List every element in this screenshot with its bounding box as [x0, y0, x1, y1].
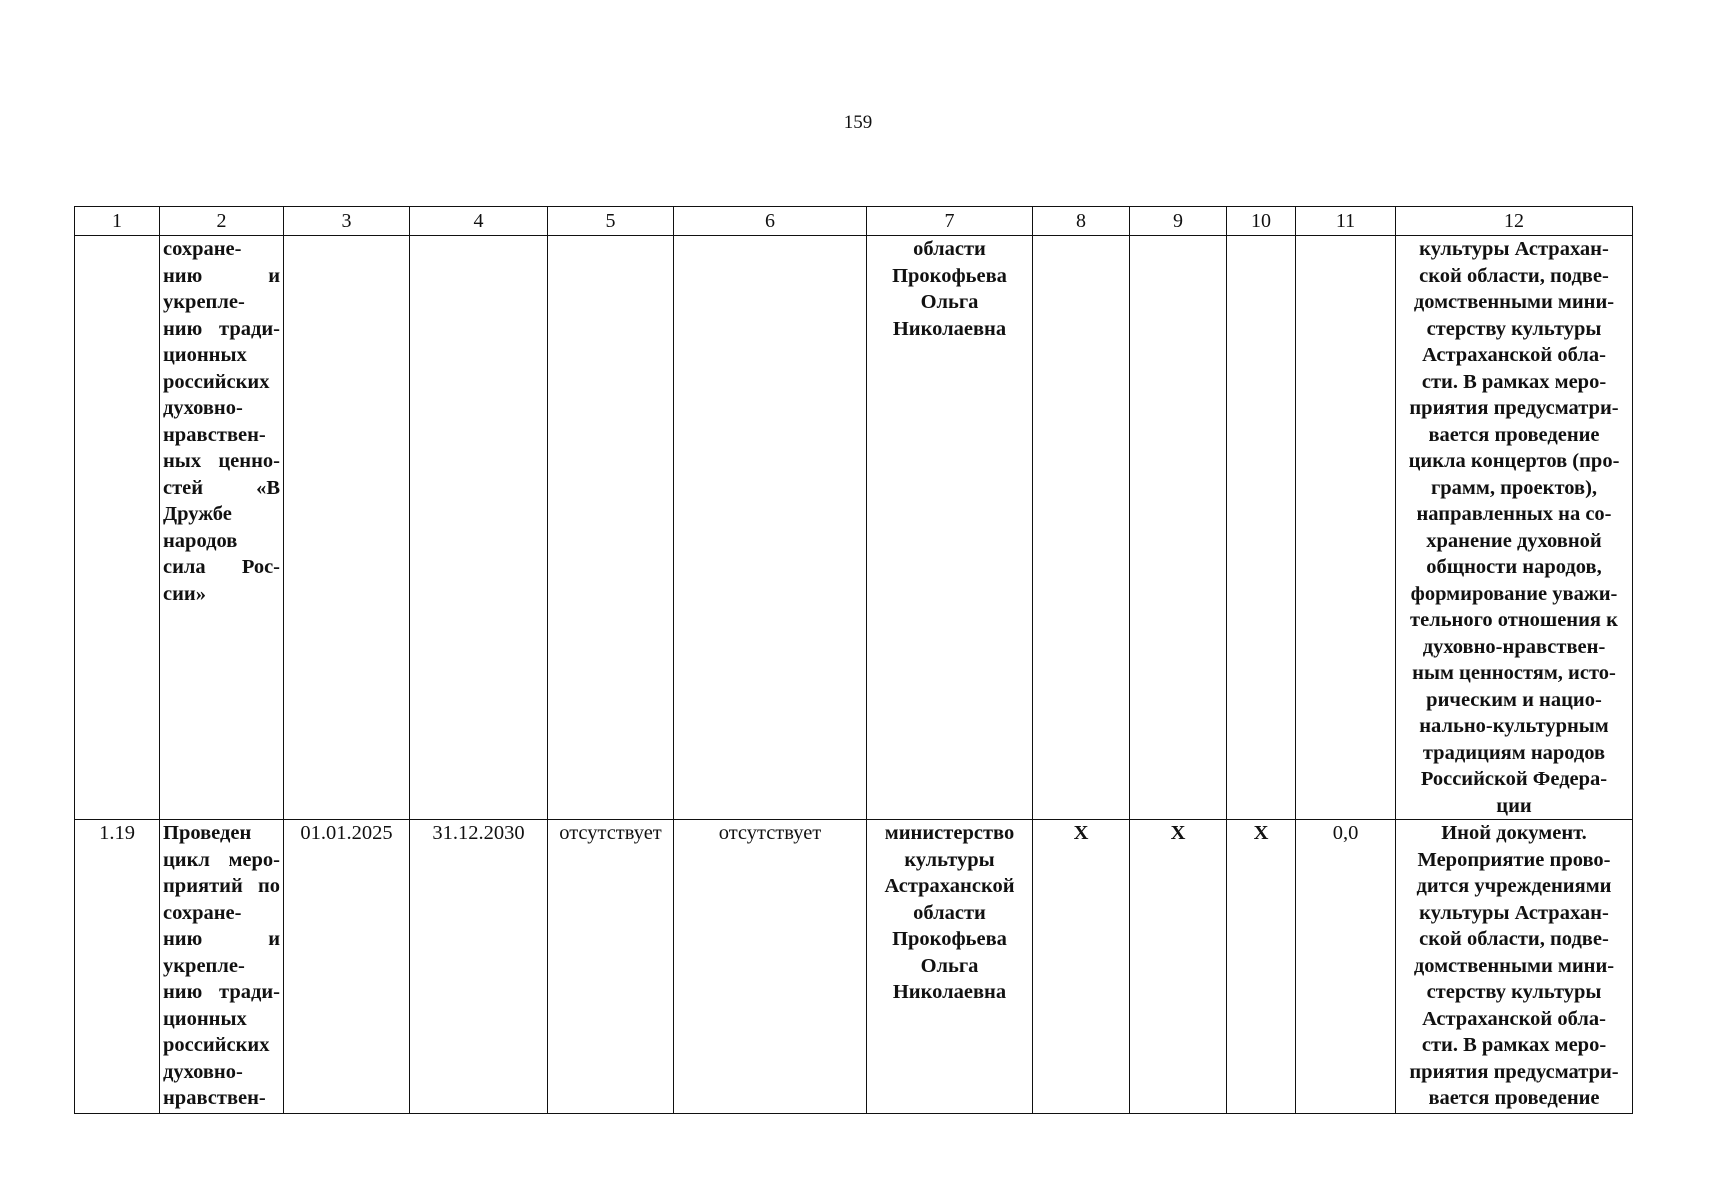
text-word: Рос- — [241, 556, 280, 578]
header-col-6: 6 — [674, 207, 867, 236]
text-line — [870, 873, 1029, 900]
cell-description — [1396, 820, 1633, 1114]
text-line — [163, 528, 280, 555]
text-word: Ольга — [920, 291, 979, 313]
text-word: тради- — [219, 317, 280, 340]
text-word: ным ценностям, исто- — [1412, 662, 1616, 684]
page-number: 159 — [843, 112, 873, 133]
text-line — [870, 263, 1029, 290]
text-line — [1399, 289, 1629, 316]
text-line — [1399, 342, 1629, 369]
cell-start-date: 01.01.2025 — [284, 820, 410, 1114]
text-word: области — [913, 238, 986, 260]
table-row-1-19 — [75, 820, 1633, 1114]
text-line — [1399, 953, 1629, 980]
text-line — [870, 953, 1029, 980]
text-line — [163, 1059, 280, 1086]
text-word: вается проведение — [1428, 423, 1600, 446]
text-word: укрепле- — [163, 954, 245, 977]
cell-number — [75, 236, 160, 820]
text-word: ценно- — [218, 450, 280, 472]
text-line — [163, 847, 280, 874]
text-line — [1399, 820, 1629, 847]
text-line — [163, 953, 280, 980]
cell-end-date — [410, 236, 548, 820]
text-line — [1399, 766, 1629, 793]
text-line — [870, 847, 1029, 874]
measures-table — [74, 206, 1633, 1114]
text-line — [163, 979, 280, 1006]
text-word: традициям народов — [1422, 741, 1606, 764]
text-word: Николаевна — [892, 317, 1007, 340]
text-word: приятия предусматри- — [1409, 1060, 1619, 1083]
cell-col9 — [1130, 236, 1227, 820]
text-line — [1399, 607, 1629, 634]
text-line — [1399, 554, 1629, 581]
text-line — [1399, 793, 1629, 820]
text-word: российских — [163, 1034, 270, 1056]
text-line — [163, 554, 280, 581]
text-line — [163, 342, 280, 369]
text-word: культуры Астрахан- — [1419, 238, 1609, 260]
text-line — [1399, 263, 1629, 290]
text-word: направленных на со- — [1416, 503, 1612, 525]
text-word: области — [913, 901, 986, 924]
cell-measure-name — [160, 236, 284, 820]
text-word: по — [257, 875, 280, 897]
cell-responsible — [867, 820, 1033, 1114]
text-word: культуры — [904, 848, 995, 871]
header-row — [75, 207, 1633, 236]
text-word: тради- — [219, 981, 280, 1003]
header-col-3: 3 — [284, 207, 410, 236]
cell-number: 1.19 — [75, 820, 160, 1114]
text-word: нравствен- — [163, 1087, 266, 1109]
cell-responsible — [867, 236, 1033, 820]
text-line — [1399, 448, 1629, 475]
text-word: нию — [163, 317, 203, 340]
text-word: Дружбе — [163, 503, 232, 525]
header-col-10: 10 — [1227, 207, 1296, 236]
text-line — [1399, 1085, 1629, 1112]
text-word: дится учреждениями — [1416, 875, 1612, 897]
text-word: духовно-нравствен- — [1422, 635, 1606, 658]
text-word: сти. В рамках меро- — [1421, 1034, 1607, 1056]
text-line — [1399, 873, 1629, 900]
cell-col8: X — [1033, 820, 1130, 1114]
text-line — [1399, 900, 1629, 927]
text-line — [163, 289, 280, 316]
text-line — [1399, 979, 1629, 1006]
text-word: нально-культурным — [1419, 715, 1609, 737]
header-col-9: 9 — [1130, 207, 1227, 236]
text-word: Прокофьева — [892, 264, 1007, 287]
text-word: сохране- — [163, 901, 242, 924]
cell-start-date — [284, 236, 410, 820]
text-line — [1399, 713, 1629, 740]
cell-col6 — [674, 236, 867, 820]
cell-measure-name — [160, 820, 284, 1114]
cell-col5: отсутствует — [548, 820, 674, 1114]
text-word: домственными мини- — [1413, 291, 1615, 313]
text-word: и — [268, 928, 280, 950]
text-word: духовно- — [163, 1060, 243, 1083]
text-word: ционных — [163, 344, 247, 366]
table-row-continued — [75, 236, 1633, 820]
text-line — [870, 979, 1029, 1006]
text-word: нравствен- — [163, 423, 266, 446]
text-line — [163, 395, 280, 422]
text-line — [1399, 581, 1629, 608]
text-word: ской области, подве- — [1419, 928, 1609, 950]
text-line — [163, 422, 280, 449]
text-word: домственными мини- — [1413, 954, 1615, 977]
text-word: Российской Федера- — [1420, 768, 1608, 790]
text-word: нию — [163, 981, 203, 1003]
header-col-5: 5 — [548, 207, 674, 236]
text-line — [163, 1006, 280, 1033]
text-line — [870, 236, 1029, 263]
text-line — [1399, 528, 1629, 555]
text-line — [163, 1032, 280, 1059]
text-word: стей — [163, 476, 204, 499]
cell-col8 — [1033, 236, 1130, 820]
text-line — [163, 900, 280, 927]
text-word: цикл — [163, 848, 210, 871]
text-word: сии» — [163, 582, 206, 605]
text-line — [1399, 236, 1629, 263]
text-word: укрепле- — [163, 291, 245, 313]
text-word: культуры Астрахан- — [1419, 901, 1609, 924]
text-line — [1399, 1006, 1629, 1033]
text-word: Ольга — [920, 954, 979, 977]
text-word: Проведен — [163, 822, 252, 844]
cell-col6: отсутствует — [674, 820, 867, 1114]
cell-col11: 0,0 — [1296, 820, 1396, 1114]
text-word: стерству культуры — [1426, 317, 1602, 340]
text-word: стерству культуры — [1426, 981, 1602, 1003]
text-word: приятия предусматри- — [1409, 397, 1619, 419]
text-word: Иной документ. — [1441, 822, 1587, 844]
text-line — [1399, 847, 1629, 874]
text-word: Николаевна — [892, 981, 1007, 1003]
text-word: министерство — [884, 822, 1015, 844]
text-word: общности народов, — [1426, 556, 1602, 578]
text-word: рическим и нацио- — [1426, 688, 1602, 711]
text-line — [1399, 1059, 1629, 1086]
text-line — [163, 448, 280, 475]
text-word: нию — [163, 928, 203, 950]
text-line — [870, 820, 1029, 847]
header-col-4: 4 — [410, 207, 548, 236]
text-word: ции — [1496, 794, 1532, 817]
text-line — [163, 316, 280, 343]
text-word: ской области, подве- — [1419, 264, 1609, 287]
text-line — [870, 900, 1029, 927]
cell-description — [1396, 236, 1633, 820]
text-word: Астраханской обла- — [1422, 344, 1606, 366]
cell-col5 — [548, 236, 674, 820]
text-word: нию — [163, 264, 203, 287]
text-line — [1399, 422, 1629, 449]
text-line — [163, 236, 280, 263]
text-line — [1399, 687, 1629, 714]
text-word: грамм, проектов), — [1430, 476, 1598, 499]
header-col-1: 1 — [75, 207, 160, 236]
text-line — [163, 263, 280, 290]
header-col-12: 12 — [1396, 207, 1633, 236]
text-word: формирование уважи- — [1410, 582, 1618, 605]
cell-col9: X — [1130, 820, 1227, 1114]
text-line — [163, 1085, 280, 1112]
header-col-8: 8 — [1033, 207, 1130, 236]
text-line — [163, 581, 280, 608]
text-line — [163, 501, 280, 528]
cell-col11 — [1296, 236, 1396, 820]
text-word: вается проведение — [1428, 1087, 1600, 1109]
text-line — [163, 820, 280, 847]
text-line — [163, 926, 280, 953]
text-word: и — [268, 264, 280, 287]
text-line — [1399, 926, 1629, 953]
cell-col10 — [1227, 236, 1296, 820]
text-word: «В — [256, 476, 280, 499]
text-line — [1399, 369, 1629, 396]
text-line — [1399, 316, 1629, 343]
text-word: сти. В рамках меро- — [1421, 370, 1607, 393]
text-line — [1399, 740, 1629, 767]
text-line — [1399, 475, 1629, 502]
text-word: меро- — [228, 848, 280, 871]
text-line — [1399, 1032, 1629, 1059]
text-word: ных — [163, 450, 202, 472]
text-word: Астраханской — [884, 875, 1015, 897]
text-line — [163, 873, 280, 900]
header-col-2: 2 — [160, 207, 284, 236]
text-line — [1399, 634, 1629, 661]
text-word: Астраханской обла- — [1422, 1007, 1606, 1030]
text-word: Мероприятие прово- — [1417, 848, 1611, 871]
text-word: сила — [163, 556, 206, 578]
cell-end-date: 31.12.2030 — [410, 820, 548, 1114]
header-col-7: 7 — [867, 207, 1033, 236]
text-word: духовно- — [163, 397, 243, 419]
cell-col10: X — [1227, 820, 1296, 1114]
text-word: ционных — [163, 1007, 247, 1030]
text-line — [870, 926, 1029, 953]
text-line — [163, 369, 280, 396]
text-line — [163, 475, 280, 502]
text-line — [1399, 395, 1629, 422]
text-line — [1399, 660, 1629, 687]
text-word: хранение духовной — [1426, 529, 1602, 552]
text-word: сохране- — [163, 238, 242, 260]
text-line — [870, 289, 1029, 316]
text-word: тельного отношения к — [1410, 609, 1618, 631]
text-word: российских — [163, 370, 270, 393]
text-word: народов — [163, 529, 238, 552]
text-line — [870, 316, 1029, 343]
text-word: приятий — [163, 875, 243, 897]
text-word: Прокофьева — [892, 928, 1007, 950]
text-word: цикла концертов (про- — [1408, 450, 1620, 472]
text-line — [1399, 501, 1629, 528]
header-col-11: 11 — [1296, 207, 1396, 236]
